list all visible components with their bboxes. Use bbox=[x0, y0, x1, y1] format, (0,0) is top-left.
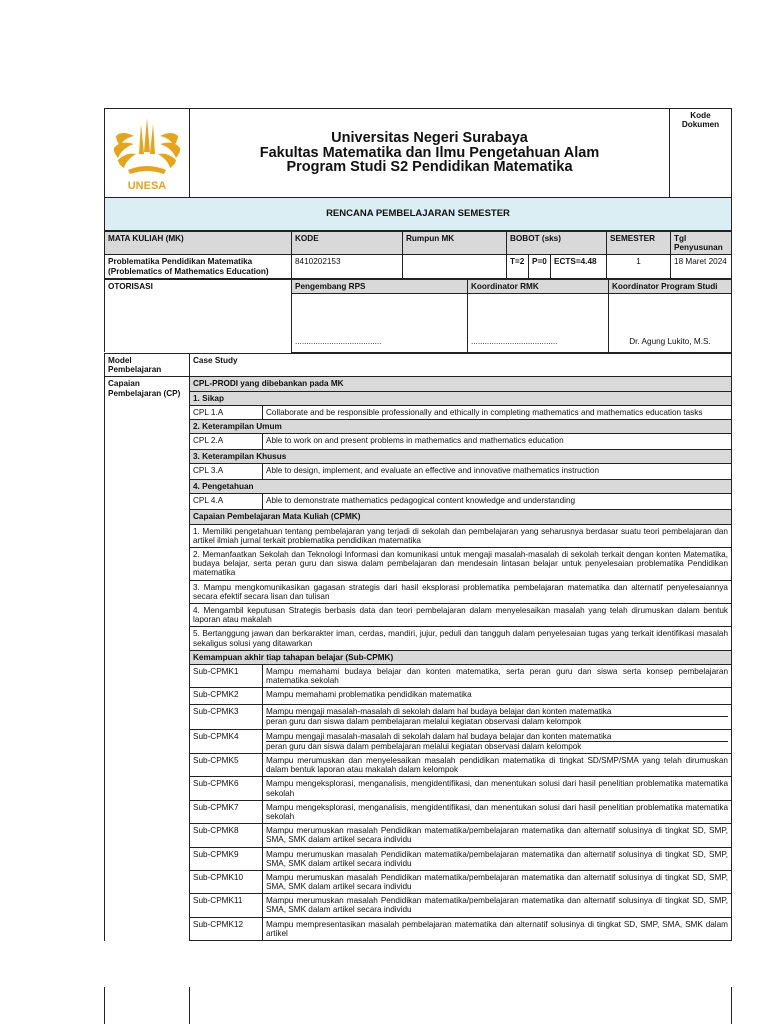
logo-text: UNESA bbox=[127, 179, 167, 192]
rps-title: RENCANA PEMBELAJARAN SEMESTER bbox=[105, 198, 732, 231]
sub-cpmk-text: Mampu merumuskan dan menyelesaikan masalah pendidikan matematika di tingkat SD/SMP/SMA yang telah dirumuskan dalam bentuk laporan atau makalah dalam kelompok bbox=[263, 754, 732, 777]
cpmk-item: 4. Mengambil keputusan Strategis berbasis data dan teori pembelajaran dalam menyelesaikan masalah yang telah dirumuskan dalam bentuk laporan atau makalah bbox=[190, 603, 732, 626]
group-title: 1. Sikap bbox=[190, 391, 732, 405]
sub-cpmk-text: Mampu memahami problematika pendidikan matematika bbox=[263, 688, 732, 705]
sub-cpmk-text: Mampu mengeksplorasi, menganalisis, mengidentifikasi, dan menentukan solusi dari hasil penelitian problematika matematika sekolah bbox=[263, 800, 732, 823]
sub-cpmk-code: Sub-CPMK9 bbox=[190, 847, 263, 870]
sub-cpmk-code: Sub-CPMK7 bbox=[190, 800, 263, 823]
left-border-continuation bbox=[104, 987, 105, 1024]
course-kode: 8410202153 bbox=[292, 255, 403, 278]
sub-cpmk-code: Sub-CPMK5 bbox=[190, 754, 263, 777]
kode-header: KODE bbox=[292, 232, 403, 255]
sub-cpmk-text: Mampu mengaji masalah-masalah di sekolah dalam hal budaya belajar dan konten matematika bbox=[266, 707, 728, 717]
model-value: Case Study bbox=[190, 353, 732, 376]
pengembang-label: Pengembang RPS bbox=[292, 279, 468, 293]
course-ects: ECTS=4.48 bbox=[551, 255, 607, 278]
cpl-code: CPL 2.A bbox=[190, 434, 263, 450]
cpmk-header: Capaian Pembelajaran Mata Kuliah (CPMK) bbox=[190, 510, 732, 524]
sub-cpmk-text: Mampu merumuskan masalah Pendidikan matematika/pembelajaran matematika dan alternatif solusinya di tingkat SD, SMP, SMA, SMK dalam artikel secara individu bbox=[263, 824, 732, 847]
logo-cell bbox=[105, 109, 190, 198]
faculty-name: Fakultas Matematika dan Ilmu Pengetahuan Alam bbox=[259, 144, 600, 161]
group-title: 4. Pengetahuan bbox=[190, 480, 732, 494]
program-name: Program Studi S2 Pendidikan Matematika bbox=[286, 159, 573, 176]
course-tgl: 18 Maret 2024 bbox=[671, 255, 732, 278]
sub-cpmk-text: Mampu mempresentasikan masalah pembelajaran matematika dan alternatif solusinya di tingkat SD, SMP, SMA, SMK dalam artikel bbox=[263, 917, 732, 940]
sub-cpmk-text-continued: peran guru dan siswa dalam pembelajaran melalui kegiatan observasi dalam kelompok bbox=[266, 717, 582, 727]
sub-cpmk-text-continued: peran guru dan siswa dalam pembelajaran melalui kegiatan observasi dalam kelompok bbox=[266, 741, 582, 751]
cpl-text: Collaborate and be responsible professionally and ethically in completing mathematics and mathematics education tasks bbox=[263, 405, 732, 419]
kode-dokumen-label: Kode Dokumen bbox=[670, 109, 732, 198]
koordinator-prodi-label: Koordinator Program Studi bbox=[609, 279, 732, 293]
sub-cpmk-code: Sub-CPMK3 bbox=[190, 705, 263, 729]
sub-cpmk-text: Mampu merumuskan masalah Pendidikan matematika/pembelajaran matematika dan alternatif solusinya di tingkat SD, SMP, SMA, SMK dalam artikel secara individu bbox=[263, 847, 732, 870]
otorisasi-label: OTORISASI bbox=[105, 279, 292, 352]
cpl-text: Able to work on and present problems in mathematics and mathematics education bbox=[263, 434, 732, 450]
sub-cpmk-code: Sub-CPMK11 bbox=[190, 894, 263, 917]
rps-document bbox=[104, 108, 732, 941]
unesa-logo-icon bbox=[108, 112, 186, 192]
model-label: Model Pembelajaran bbox=[105, 353, 190, 376]
cp-table bbox=[104, 353, 732, 941]
koordinator-rmk-signature: ...................................... bbox=[468, 293, 609, 352]
course-name: Problematika Pendidikan Matematika (Problematics of Mathematics Education) bbox=[105, 255, 292, 278]
sub-cpmk-code: Sub-CPMK6 bbox=[190, 777, 263, 800]
course-p: P=0 bbox=[529, 255, 551, 278]
sub-cpmk-text: Mampu merumuskan masalah Pendidikan matematika/pembelajaran matematika dan alternatif solusinya di tingkat SD, SMP, SMA, SMK dalam artikel secara individu bbox=[263, 894, 732, 917]
cpmk-item: 1. Memiliki pengetahuan tentang pembelajaran yang terjadi di sekolah dan pembelajaran yang seharusnya berdasar suatu teori pembelajaran dan artikel ilmiah jurnal terkait problematika pendidikan matematika bbox=[190, 524, 732, 547]
mk-header: MATA KULIAH (MK) bbox=[105, 232, 292, 255]
sub-cpmk-code: Sub-CPMK12 bbox=[190, 917, 263, 940]
cpmk-item: 2. Memanfaatkan Sekolah dan Teknologi Informasi dan komunikasi untuk mengaji masalah-masalah di sekolah terkait dengan konten Matematika, budaya belajar, serta peran guru dan siswa dalam pembelajaran dan mendesain lintasan belajar untuk penyelesaian problematika Pendidikan matematika bbox=[190, 548, 732, 581]
group-title: 2. Keterampilan Umum bbox=[190, 419, 732, 433]
right-border-continuation bbox=[731, 987, 732, 1024]
tgl-header: Tgl Penyusunan bbox=[671, 232, 732, 255]
otorisasi-table bbox=[104, 279, 732, 353]
cpmk-item: 5. Bertanggung jawan dan berkarakter iman, cerdas, mandiri, jujur, peduli dan tangguh dalam penyelesaian tugas yang terkait identifikasi masalah sekaligus solusi yang ditawarkan bbox=[190, 627, 732, 650]
sub-cpmk-code: Sub-CPMK10 bbox=[190, 870, 263, 893]
cpl-text: Able to design, implement, and evaluate an effective and innovative mathematics instruction bbox=[263, 464, 732, 480]
semester-header: SEMESTER bbox=[607, 232, 671, 255]
cpl-code: CPL 4.A bbox=[190, 494, 263, 510]
pengembang-signature: ...................................... bbox=[292, 293, 468, 352]
sub-cpmk-text-group bbox=[263, 705, 732, 729]
cpl-code: CPL 1.A bbox=[190, 405, 263, 419]
sub-cpmk-code: Sub-CPMK2 bbox=[190, 688, 263, 705]
course-rumpun bbox=[403, 255, 507, 278]
koordinator-prodi-name: Dr. Agung Lukito, M.S. bbox=[609, 293, 732, 352]
cp-border-continuation bbox=[189, 987, 190, 1024]
bobot-header: BOBOT (sks) bbox=[507, 232, 607, 255]
sub-cpmk-text: Mampu merumuskan masalah Pendidikan matematika/pembelajaran matematika dan alternatif solusinya di tingkat SD, SMP, SMA, SMK dalam artikel secara individu bbox=[263, 870, 732, 893]
header-table bbox=[104, 108, 732, 231]
sub-cpmk-code: Sub-CPMK8 bbox=[190, 824, 263, 847]
sub-cpmk-code: Sub-CPMK1 bbox=[190, 664, 263, 687]
title-cell bbox=[190, 109, 670, 198]
rumpun-header: Rumpun MK bbox=[403, 232, 507, 255]
university-name: Universitas Negeri Surabaya bbox=[331, 129, 528, 146]
cp-label: Capaian Pembelajaran (CP) bbox=[105, 377, 190, 941]
sub-cpmk-text: Mampu mengaji masalah-masalah di sekolah dalam hal budaya belajar dan konten matematika bbox=[266, 732, 728, 742]
sub-cpmk-code: Sub-CPMK4 bbox=[190, 729, 263, 753]
sub-cpmk-text: Mampu memahami budaya belajar dan konten matematika, serta peran guru dan siswa serta konsep pembelajaran matematika sekolah bbox=[263, 664, 732, 687]
group-title: 3. Keterampilan Khusus bbox=[190, 450, 732, 464]
course-table bbox=[104, 231, 732, 279]
cpl-code: CPL 3.A bbox=[190, 464, 263, 480]
sub-cpmk-text: Mampu mengeksplorasi, menganalisis, mengidentifikasi, dan menentukan solusi dari hasil penelitian problematika matematika sekolah bbox=[263, 777, 732, 800]
sub-cpmk-header: Kemampuan akhir tiap tahapan belajar (Sub-CPMK) bbox=[190, 650, 732, 664]
cpl-prodi-header: CPL-PRODI yang dibebankan pada MK bbox=[190, 377, 732, 391]
course-semester: 1 bbox=[607, 255, 671, 278]
course-t: T=2 bbox=[507, 255, 529, 278]
koordinator-rmk-label: Koordinator RMK bbox=[468, 279, 609, 293]
cpmk-item: 3. Mampu mengkomunikasikan gagasan strategis dari hasil eksplorasi problematika pembelajaran matematika dan alternatif penyelesaiannya secara efektif secara lisan dan tulisan bbox=[190, 580, 732, 603]
cpl-text: Able to demonstrate mathematics pedagogical content knowledge and understanding bbox=[263, 494, 732, 510]
sub-cpmk-text-group bbox=[263, 729, 732, 753]
